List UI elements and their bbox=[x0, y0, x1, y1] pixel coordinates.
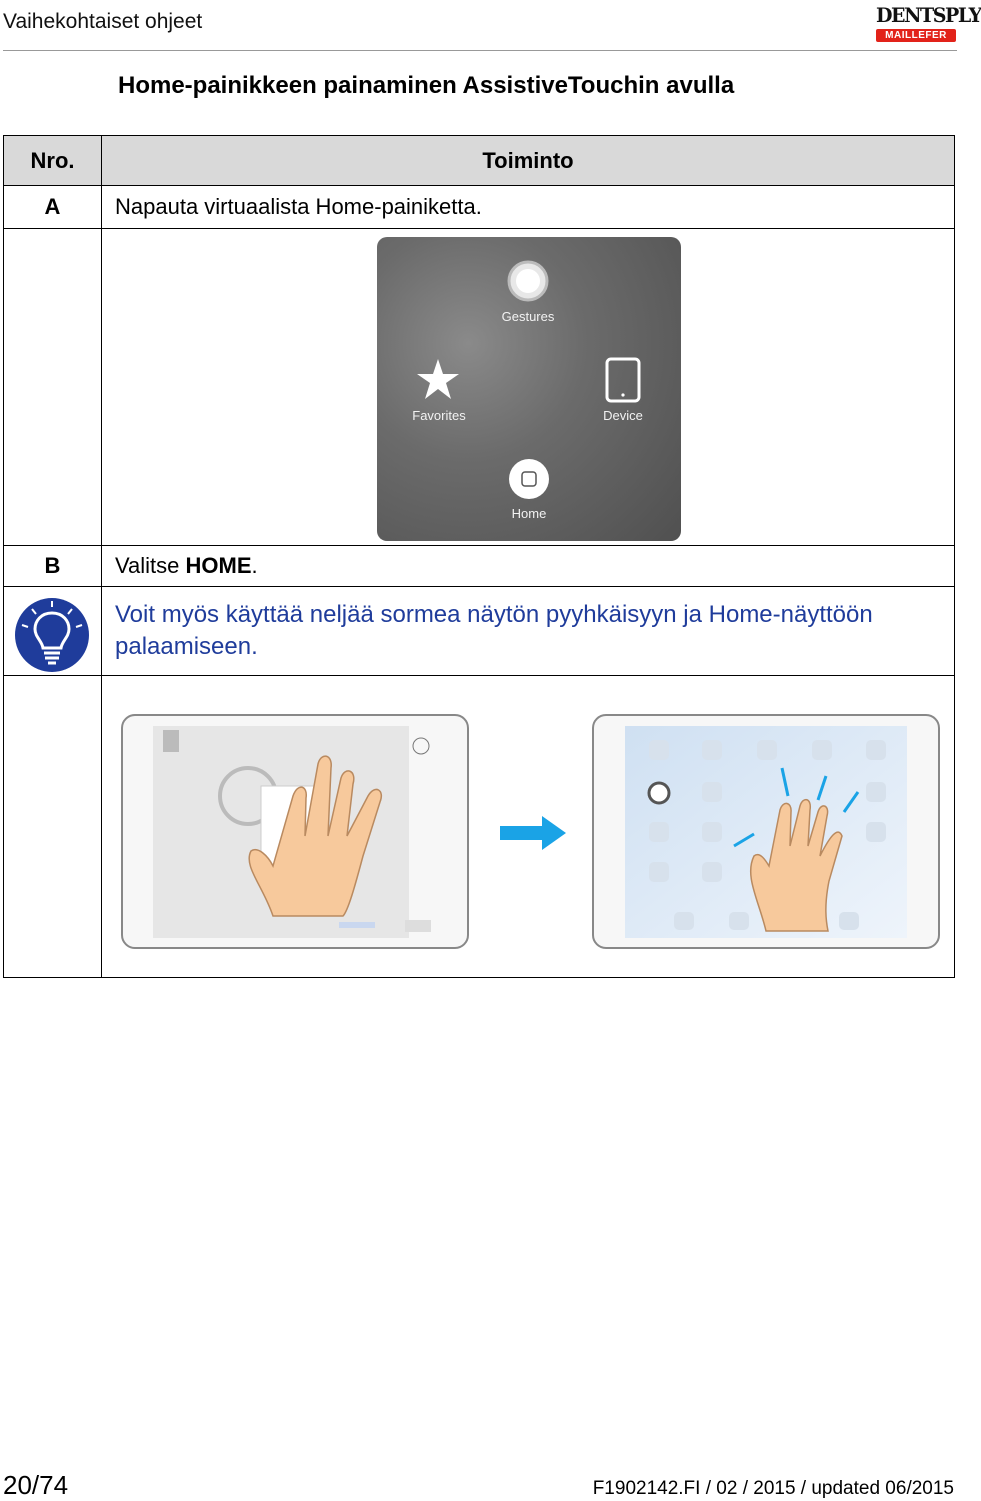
document-reference: F1902142.FI / 02 / 2015 / updated 06/2015 bbox=[592, 1478, 954, 1499]
gestures-label: Gestures bbox=[501, 309, 555, 324]
section-title: Home-painikkeen painaminen AssistiveTouchin avulla bbox=[118, 72, 735, 99]
home-icon bbox=[509, 459, 549, 499]
step-text bbox=[102, 546, 955, 587]
column-header-action: Toiminto bbox=[102, 136, 955, 186]
four-finger-swipe-home-illustration bbox=[594, 716, 938, 947]
assistivetouch-menu-image bbox=[377, 237, 681, 541]
step-number: A bbox=[4, 186, 102, 229]
logo-wordmark: DENTSPLY bbox=[876, 3, 981, 27]
tip-text: Voit myös käyttää neljää sormea näytön pyyhkäisyyn ja Home-näyttöön palaamiseen. bbox=[102, 587, 955, 676]
header-rule bbox=[3, 50, 957, 51]
four-finger-swipe-start-illustration bbox=[123, 716, 467, 947]
step-text-bold: HOME bbox=[185, 553, 252, 578]
tablet-app-screen bbox=[121, 714, 469, 949]
tablet-home-screen bbox=[592, 714, 940, 949]
step-text-suffix: . bbox=[251, 553, 258, 578]
running-header: Vaihekohtaiset ohjeet bbox=[3, 10, 203, 33]
page-number: 20/74 bbox=[3, 1470, 69, 1500]
menu-icons bbox=[377, 237, 681, 541]
device-label: Device bbox=[603, 408, 643, 423]
empty-cell bbox=[4, 676, 102, 978]
empty-cell bbox=[4, 229, 102, 546]
step-number: B bbox=[4, 546, 102, 587]
step-text: Napauta virtuaalista Home-painiketta. bbox=[102, 186, 955, 229]
column-header-no: Nro. bbox=[4, 136, 102, 186]
favorites-label: Favorites bbox=[412, 408, 466, 423]
tip-row bbox=[4, 587, 955, 676]
home-label: Home bbox=[511, 506, 547, 521]
right-arrow-icon bbox=[498, 814, 568, 852]
table-row bbox=[4, 186, 955, 229]
table-header-row bbox=[4, 136, 955, 186]
lightbulb-icon bbox=[14, 597, 90, 673]
star-icon bbox=[417, 359, 459, 399]
step-text-prefix: Valitse bbox=[115, 553, 186, 578]
logo-subbrand: MAILLEFER bbox=[876, 29, 956, 42]
dentsply-logo bbox=[876, 3, 981, 46]
table-row bbox=[4, 546, 955, 587]
